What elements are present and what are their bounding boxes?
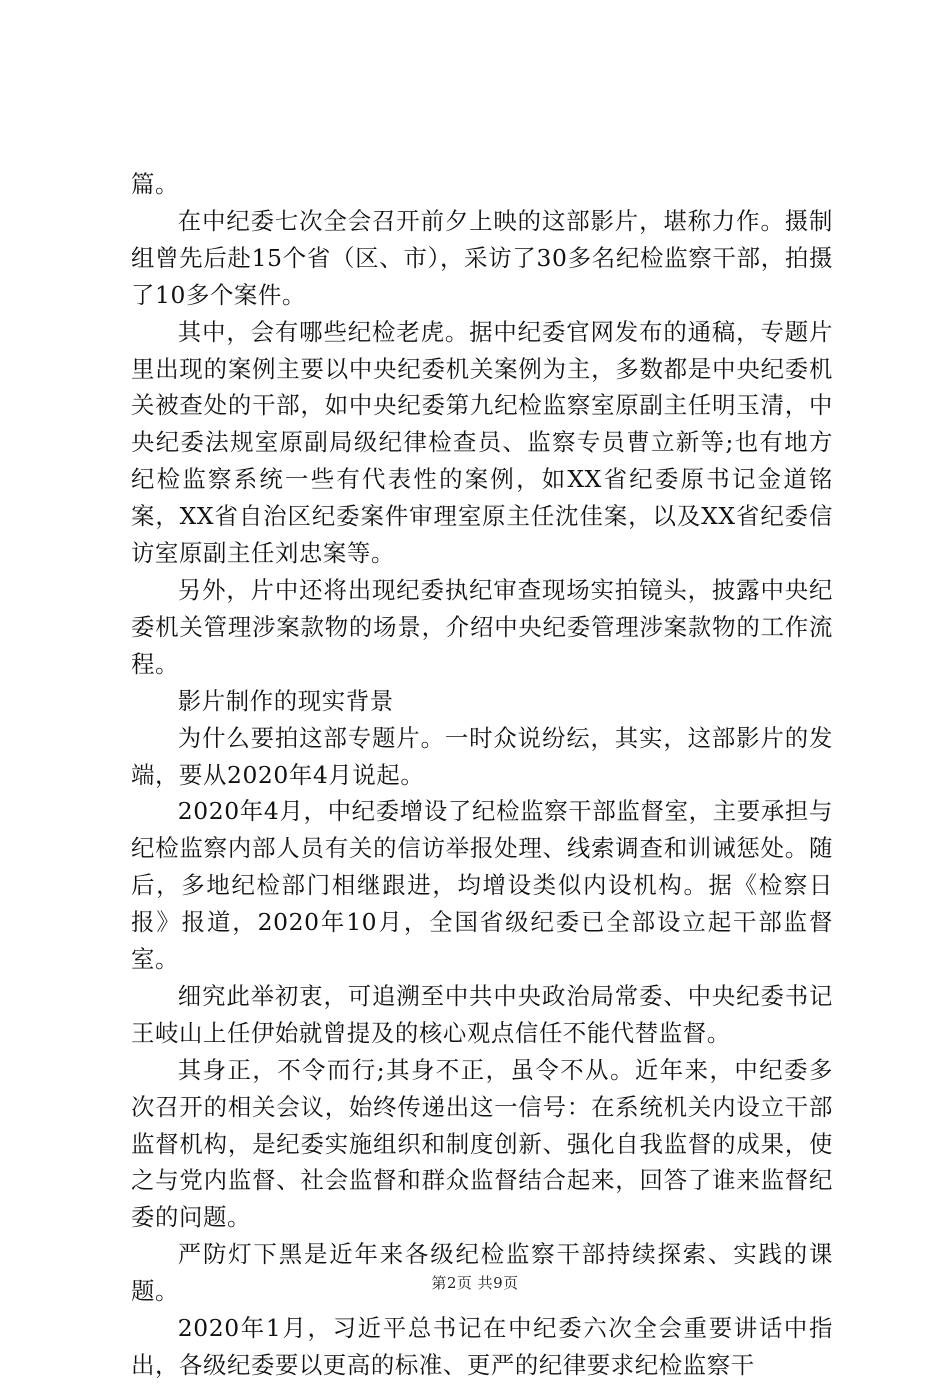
document-body (131, 166, 833, 1384)
paragraph-continuation: 篇。 (131, 170, 179, 198)
page-number-footer: 第2页 共9页 (431, 1274, 519, 1292)
paragraph: 2020年4月，中纪委增设了纪检监察干部监督室，主要承担与纪检监察内部人员有关的信访举报处理、线索调查和训诫惩处。随后，多地纪检部门相继跟进，均增设类似内设机构。据《检察日报》报道，2020年10月，全国省级纪委已全部设立起干部监督室。 (131, 797, 833, 974)
paragraph: 在中纪委七次全会召开前夕上映的这部影片，堪称力作。摄制组曾先后赴15个省（区、市），采访了30多名纪检监察干部，拍摄了10多个案件。 (131, 206, 833, 309)
paragraph: 另外，片中还将出现纪委执纪审查现场实拍镜头，披露中央纪委机关管理涉案款物的场景，介绍中央纪委管理涉案款物的工作流程。 (131, 575, 833, 678)
paragraph: 2020年1月，习近平总书记在中纪委六次全会重要讲话中指出，各级纪委要以更高的标准、更严的纪律要求纪检监察干 (131, 1314, 833, 1379)
paragraph: 细究此举初衷，可追溯至中共中央政治局常委、中央纪委书记王岐山上任伊始就曾提及的核心观点信任不能代替监督。 (131, 981, 833, 1047)
section-heading: 影片制作的现实背景 (177, 686, 394, 715)
paragraph: 严防灯下黑是近年来各级纪检监察干部持续探索、实践的课题。 (131, 1240, 833, 1306)
paragraph: 其身正，不令而行;其身不正，虽令不从。近年来，中纪委多次召开的相关会议，始终传递出这一信号：在系统机关内设立干部监督机构，是纪委实施组织和制度创新、强化自我监督的成果，使之与党内监督、社会监督和群众监督结合起来，回答了谁来监督纪委的问题。 (131, 1055, 833, 1232)
paragraph: 为什么要拍这部专题片。一时众说纷纭，其实，这部影片的发端，要从2020年4月说起。 (131, 723, 833, 789)
paragraph: 其中，会有哪些纪检老虎。据中纪委官网发布的通稿，专题片里出现的案例主要以中央纪委机关案例为主，多数都是中央纪委机关被查处的干部，如中央纪委第九纪检监察室原副主任明玉清，中央纪委法规室原副局级纪律检查员、监察专员曹立新等;也有地方纪检监察系统一些有代表性的案例，如XX省纪委原书记金道铭案，XX省自治区纪委案件审理室原主任沈佳案，以及XX省纪委信访室原副主任刘忠案等。 (131, 317, 833, 568)
